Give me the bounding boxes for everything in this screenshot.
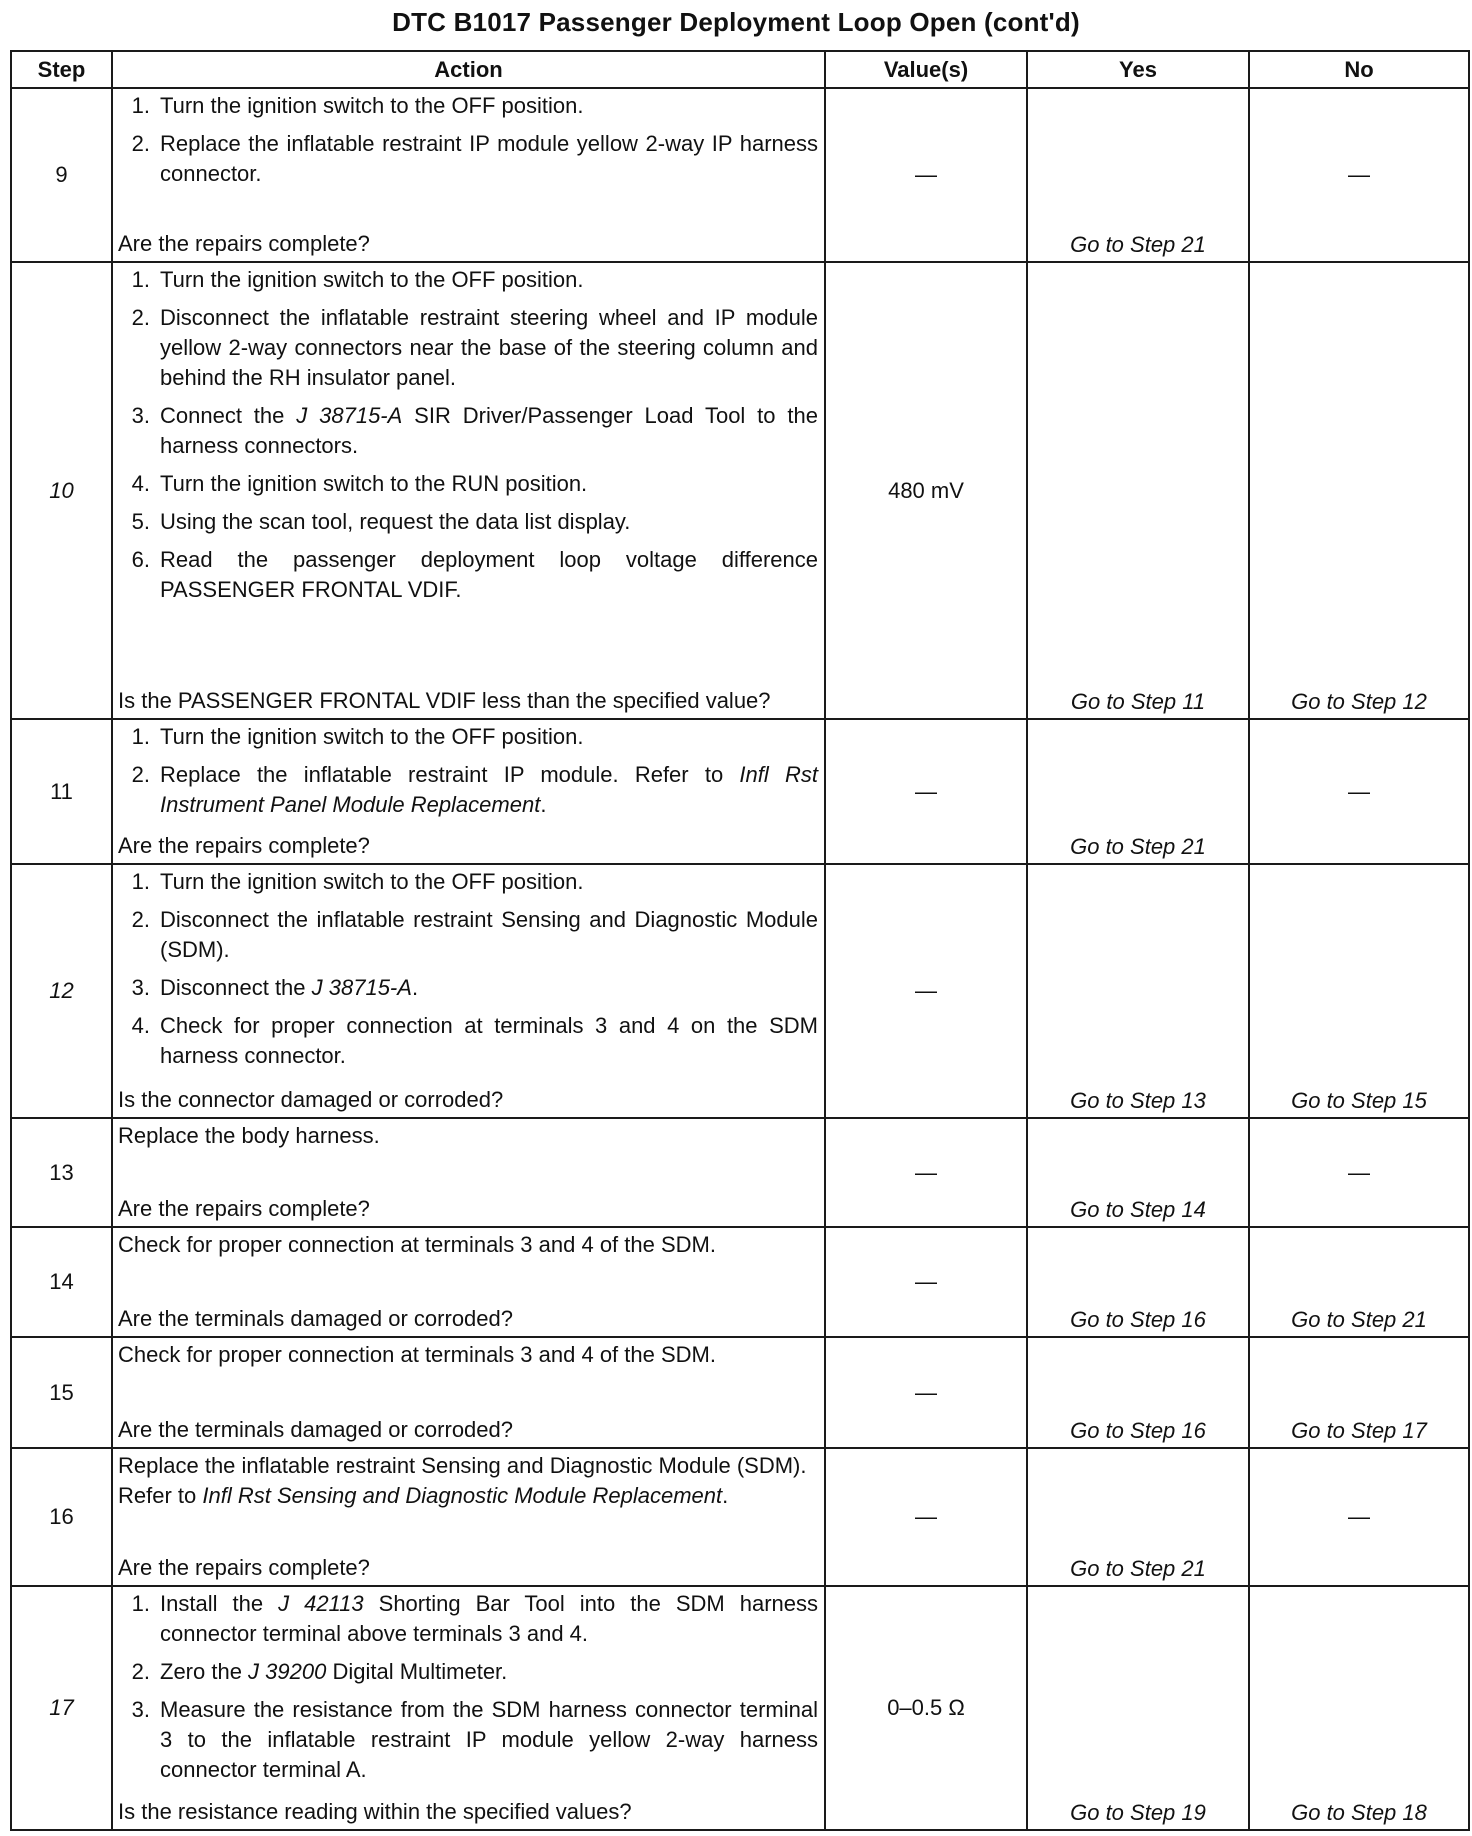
action-paragraph (118, 1451, 818, 1511)
text-run: Using the scan tool, request the data list display. (160, 509, 631, 534)
header-yes: Yes (1027, 51, 1249, 88)
page-title: DTC B1017 Passenger Deployment Loop Open (cont'd) (392, 7, 1080, 37)
no-cell: Go to Step 15 (1249, 864, 1469, 1118)
action-cell (112, 1586, 825, 1830)
step-text (150, 303, 818, 393)
action-question: Are the repairs complete? (118, 1555, 370, 1580)
step-text (150, 265, 818, 295)
step-text (150, 401, 818, 461)
step-index: 3. (131, 403, 150, 428)
table-row (11, 719, 1469, 864)
text-run: Connect the (160, 403, 297, 428)
text-run: Check for proper connection at terminals 3 and 4 of the SDM. (118, 1232, 716, 1257)
step-index: 2. (131, 907, 150, 932)
text-run: Turn the ignition switch to the OFF position. (160, 267, 584, 292)
text-run: . (540, 792, 547, 817)
no-cell: Go to Step 12 (1249, 262, 1469, 719)
reference-text: J 42113 (278, 1591, 364, 1616)
step-index: 2. (131, 305, 150, 330)
action-step (118, 1695, 818, 1785)
reference-text: J 38715-A (296, 403, 403, 428)
step-index: 4. (131, 471, 150, 496)
action-step (118, 1589, 818, 1649)
no-cell: — (1249, 88, 1469, 262)
step-text (150, 905, 818, 965)
text-run: Shorting Bar Tool into the SDM harness connector terminal above terminals 3 and 4. (160, 1591, 819, 1646)
header-action: Action (112, 51, 825, 88)
yes-cell: Go to Step 21 (1027, 719, 1249, 864)
spacer (118, 1157, 818, 1194)
action-content (118, 1230, 818, 1334)
action-cell (112, 1118, 825, 1227)
text-run: Replace the body harness. (118, 1123, 380, 1148)
step-index: 2. (131, 131, 150, 156)
action-step (118, 507, 818, 537)
action-step (118, 1011, 818, 1071)
value-cell: — (825, 864, 1027, 1118)
step-number: 13 (11, 1118, 112, 1227)
action-step (118, 401, 818, 461)
yes-cell: Go to Step 16 (1027, 1337, 1249, 1448)
no-cell: Go to Step 17 (1249, 1337, 1469, 1448)
yes-cell: Go to Step 19 (1027, 1586, 1249, 1830)
action-step (118, 722, 818, 752)
step-index: 1. (131, 267, 150, 292)
action-steps-list (118, 91, 818, 197)
action-question: Are the terminals damaged or corroded? (118, 1306, 513, 1331)
value-cell: — (825, 1227, 1027, 1337)
step-number: 15 (11, 1337, 112, 1448)
action-content (118, 1451, 818, 1583)
action-steps-list (118, 867, 818, 1079)
text-run: Turn the ignition switch to the OFF position. (160, 724, 584, 749)
step-index: 1. (131, 869, 150, 894)
text-run: Replace the inflatable restraint Sensing and Diagnostic Module (SDM). Refer to (118, 1453, 807, 1508)
action-cell (112, 1227, 825, 1337)
action-step (118, 760, 818, 820)
no-cell: — (1249, 1448, 1469, 1586)
value-cell: 480 mV (825, 262, 1027, 719)
action-cell (112, 719, 825, 864)
action-step (118, 973, 818, 1003)
text-run: Disconnect the inflatable restraint Sensing and Diagnostic Module (SDM). (160, 907, 818, 962)
no-cell: — (1249, 719, 1469, 864)
action-step (118, 867, 818, 897)
table-row (11, 1118, 1469, 1227)
text-run: Disconnect the inflatable restraint steering wheel and IP module yellow 2-way connectors near the base of the steering column and behind the RH insulator panel. (160, 305, 818, 390)
table-row (11, 262, 1469, 719)
action-step (118, 91, 818, 121)
action-step (118, 265, 818, 295)
action-question: Are the terminals damaged or corroded? (118, 1417, 513, 1442)
text-run: SIR Driver/Passenger Load Tool to the harness connectors. (160, 403, 818, 458)
action-step (118, 545, 818, 605)
action-question: Is the connector damaged or corroded? (118, 1087, 504, 1112)
yes-cell: Go to Step 21 (1027, 1448, 1249, 1586)
action-question: Are the repairs complete? (118, 1196, 370, 1221)
step-number: 10 (11, 262, 112, 719)
step-text (150, 507, 818, 537)
action-step (118, 469, 818, 499)
step-text (150, 91, 818, 121)
action-cell (112, 1448, 825, 1586)
reference-text: J 39200 (248, 1659, 327, 1684)
no-cell: Go to Step 18 (1249, 1586, 1469, 1830)
step-text (150, 867, 818, 897)
text-run: Turn the ignition switch to the OFF position. (160, 869, 584, 894)
text-run: Digital Multimeter. (326, 1659, 508, 1684)
reference-text: Infl Rst Instrument Panel Module Replacement (160, 762, 818, 817)
text-run: Check for proper connection at terminals 3 and 4 of the SDM. (118, 1342, 716, 1367)
step-index: 2. (131, 762, 150, 787)
no-cell: — (1249, 1118, 1469, 1227)
action-steps-list (118, 1589, 818, 1793)
spacer (118, 1376, 818, 1415)
action-question: Is the PASSENGER FRONTAL VDIF less than the specified value? (118, 688, 771, 713)
step-text (150, 469, 818, 499)
step-index: 1. (131, 724, 150, 749)
value-cell: — (825, 1337, 1027, 1448)
action-steps-list (118, 265, 818, 613)
spacer (118, 197, 818, 229)
action-question: Are the repairs complete? (118, 833, 370, 858)
table-row (11, 1586, 1469, 1830)
text-run: Turn the ignition switch to the RUN position. (160, 471, 588, 496)
step-text (150, 760, 818, 820)
action-paragraph (118, 1230, 818, 1260)
spacer (118, 1266, 818, 1304)
action-content (118, 1589, 818, 1827)
text-run: Replace the inflatable restraint IP module. Refer to (160, 762, 740, 787)
action-step (118, 129, 818, 189)
action-cell (112, 88, 825, 262)
action-content (118, 722, 818, 861)
step-text (150, 1695, 818, 1785)
action-cell (112, 262, 825, 719)
action-content (118, 91, 818, 259)
value-cell: 0–0.5 Ω (825, 1586, 1027, 1830)
spacer (118, 613, 818, 686)
header-values: Value(s) (825, 51, 1027, 88)
step-index: 2. (131, 1659, 150, 1684)
table-row (11, 864, 1469, 1118)
step-text (150, 1657, 818, 1687)
table-row (11, 1337, 1469, 1448)
yes-cell: Go to Step 13 (1027, 864, 1249, 1118)
step-text (150, 1589, 818, 1649)
yes-cell: Go to Step 21 (1027, 88, 1249, 262)
text-run: Zero the (160, 1659, 249, 1684)
spacer (118, 1517, 818, 1553)
step-number: 14 (11, 1227, 112, 1337)
step-text (150, 1011, 818, 1071)
step-number: 16 (11, 1448, 112, 1586)
action-content (118, 265, 818, 716)
reference-text: Infl Rst Sensing and Diagnostic Module Replacement (202, 1483, 723, 1508)
text-run: Install the (160, 1591, 279, 1616)
action-step (118, 303, 818, 393)
value-cell: — (825, 719, 1027, 864)
step-number: 17 (11, 1586, 112, 1830)
text-run: Read the passenger deployment loop voltage difference PASSENGER FRONTAL VDIF. (160, 547, 818, 602)
step-text (150, 973, 818, 1003)
text-run: Turn the ignition switch to the OFF position. (160, 93, 584, 118)
step-index: 3. (131, 1697, 150, 1722)
action-content (118, 867, 818, 1115)
action-cell (112, 864, 825, 1118)
step-index: 4. (131, 1013, 150, 1038)
step-text (150, 129, 818, 189)
yes-cell: Go to Step 14 (1027, 1118, 1249, 1227)
step-text (150, 722, 818, 752)
action-content (118, 1340, 818, 1445)
table-body (11, 88, 1469, 1830)
action-paragraph (118, 1340, 818, 1370)
step-index: 6. (131, 547, 150, 572)
reference-text: J 38715-A (311, 975, 412, 1000)
step-number: 11 (11, 719, 112, 864)
text-run: Measure the resistance from the SDM harness connector terminal 3 to the inflatable restraint IP module yellow 2-way harness connector terminal A. (160, 1697, 818, 1782)
step-index: 3. (131, 975, 150, 1000)
step-index: 1. (131, 1591, 150, 1616)
header-step: Step (11, 51, 112, 88)
table-row (11, 1227, 1469, 1337)
value-cell: — (825, 1448, 1027, 1586)
step-index: 5. (131, 509, 150, 534)
action-question: Is the resistance reading within the specified values? (118, 1799, 632, 1824)
action-step (118, 1657, 818, 1687)
text-run: Replace the inflatable restraint IP module yellow 2-way IP harness connector. (160, 131, 818, 186)
text-run: Disconnect the (160, 975, 312, 1000)
step-number: 9 (11, 88, 112, 262)
text-run: Check for proper connection at terminals 3 and 4 on the SDM harness connector. (160, 1013, 818, 1068)
action-cell (112, 1337, 825, 1448)
step-text (150, 545, 818, 605)
step-index: 1. (131, 93, 150, 118)
diagnostic-table (10, 50, 1470, 1831)
action-question: Are the repairs complete? (118, 231, 370, 256)
table-row (11, 1448, 1469, 1586)
action-step (118, 905, 818, 965)
action-paragraph (118, 1121, 818, 1151)
step-number: 12 (11, 864, 112, 1118)
value-cell: — (825, 1118, 1027, 1227)
action-steps-list (118, 722, 818, 828)
text-run: . (411, 975, 419, 1000)
text-run: . (722, 1483, 729, 1508)
table-row (11, 88, 1469, 262)
header-no: No (1249, 51, 1469, 88)
action-content (118, 1121, 818, 1224)
value-cell: — (825, 88, 1027, 262)
table-header-row (11, 51, 1469, 88)
no-cell: Go to Step 21 (1249, 1227, 1469, 1337)
yes-cell: Go to Step 11 (1027, 262, 1249, 719)
yes-cell: Go to Step 16 (1027, 1227, 1249, 1337)
